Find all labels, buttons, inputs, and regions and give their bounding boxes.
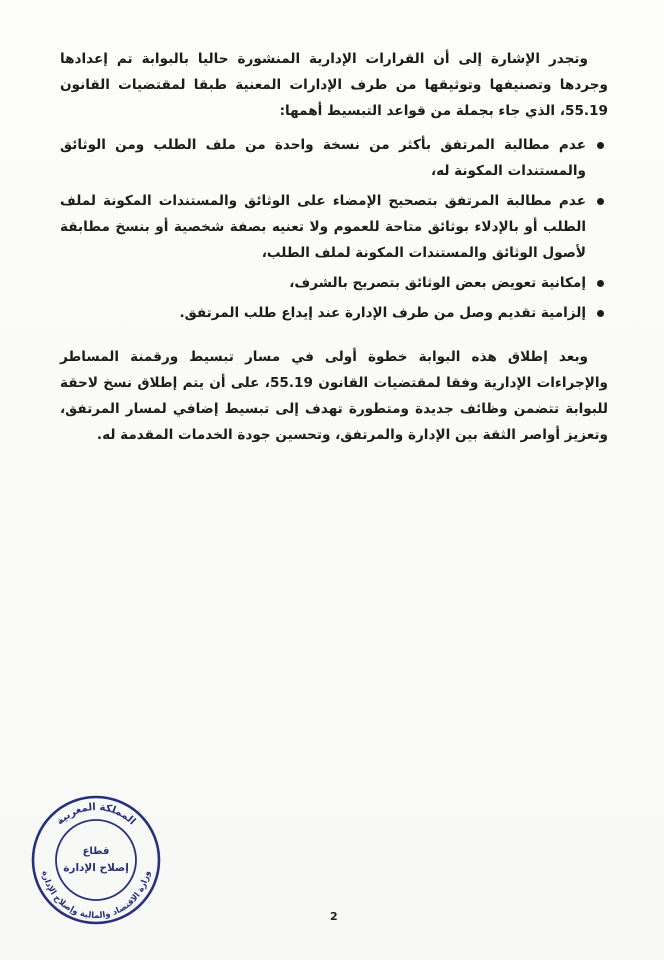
stamp-center-line-2: إصلاح الإدارة (63, 862, 129, 874)
closing-paragraph: وبعد إطلاق هذه البوابة خطوة أولى في مسار تبسيط ورقمنة المساطر والإجراءات الإدارية وفقا لمقتضيات القانون 55.19، على أن يتم إطلاق نسخ لاحقة للبوابة تتضمن وظائف جديدة ومتطورة تهدف إلى تبسيط إضافي لمسار المرتفق، وتعزيز أواصر الثقة بين الإدارة والمرتفق، وتحسين جودة الخدمات المقدمة له. (60, 349, 609, 443)
list-item-text: إلزامية تقديم وصل من طرف الإدارة عند إيداع طلب المرتفق. (179, 305, 586, 321)
stamp-top-text: المملكة المغربية (54, 801, 138, 828)
bullet-icon (597, 310, 604, 317)
list-item (60, 270, 608, 296)
page-number: 2 (330, 910, 338, 923)
list-item (60, 132, 608, 184)
stamp-inner-ring (56, 820, 136, 900)
intro-paragraph: وتجدر الإشارة إلى أن القرارات الإدارية المنشورة حاليا بالبوابة تم إعدادها وجردها وتصنيفها وتوثيقها من طرف الإدارات المعنية طبقا لمقتضيات القانون 55.19، الذي جاء بجملة من قواعد التبسيط أهمها: (60, 51, 608, 119)
bullet-icon (597, 280, 604, 287)
stamp-center-line-1: قطاع (82, 846, 110, 857)
svg-text:المملكة المغربية (55, 802, 138, 827)
official-stamp (30, 794, 162, 926)
simplification-rules-list (60, 132, 608, 326)
list-item-text: عدم مطالبة المرتفق بأكثر من نسخة واحدة من ملف الطلب ومن الوثائق والمستندات المكونة له، (60, 137, 586, 179)
bullet-icon (597, 198, 604, 205)
document-body (60, 46, 608, 448)
stamp-bottom-text: وزارة الاقتصاد والمالية وإصلاح الإدارة (40, 869, 152, 921)
list-item-text: عدم مطالبة المرتفق بتصحيح الإمضاء على الوثائق والمستندات المكونة لملف الطلب أو بالإدلاء بوثائق متاحة للعموم ولا تعنيه بصفة شخصية أو بنسخ مطابقة لأصول الوثائق والمستندات المكونة لملف الطلب، (60, 193, 586, 261)
bullet-icon (597, 142, 604, 149)
list-item (60, 300, 608, 326)
list-item (60, 188, 608, 266)
stamp-outer-ring (33, 797, 159, 923)
list-item-text: إمكانية تعويض بعض الوثائق بتصريح بالشرف، (289, 275, 586, 291)
svg-text:وزارة الاقتصاد والمالية وإصلاح (40, 870, 152, 920)
